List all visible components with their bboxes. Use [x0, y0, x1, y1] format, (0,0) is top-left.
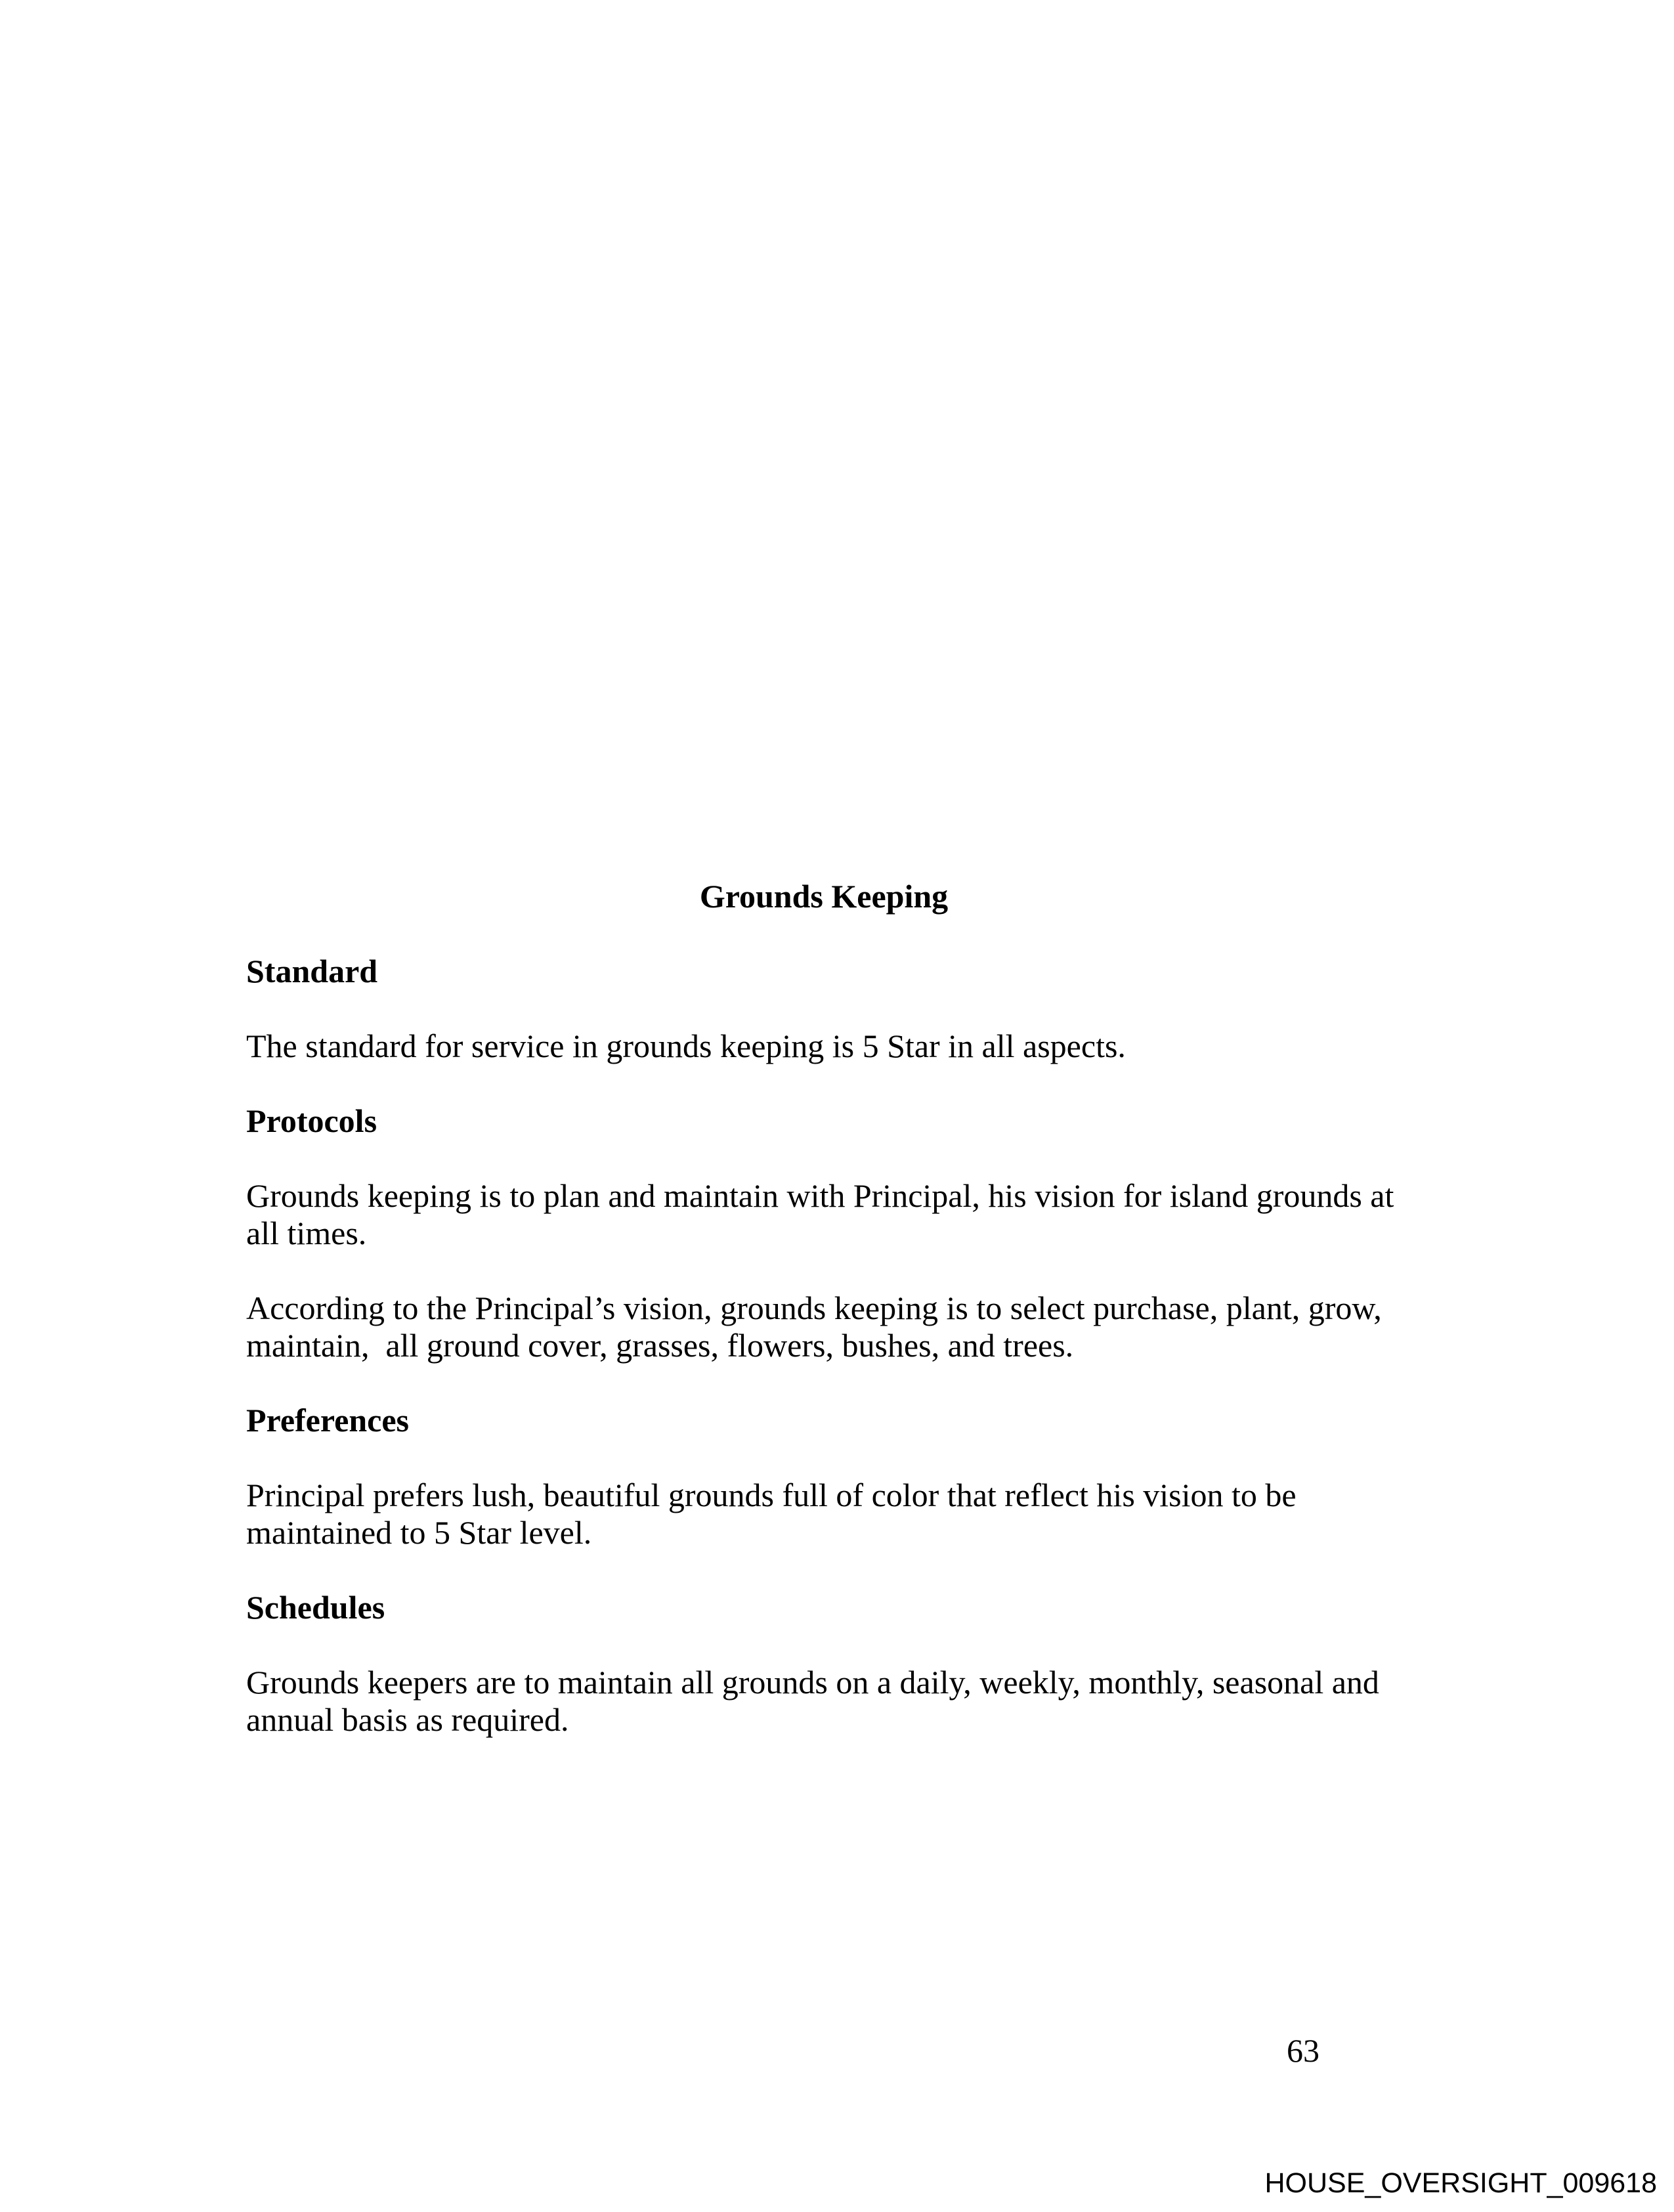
- bates-stamp: HOUSE_OVERSIGHT_009618: [1264, 2167, 1657, 2199]
- paragraph: Principal prefers lush, beautiful grounds full of color that reflect his vision to be maintained to 5 Star level.: [246, 1477, 1305, 1551]
- section-preferences: [246, 1402, 1402, 1551]
- paragraph: According to the Principal’s vision, grounds keeping is to select purchase, plant, grow, maintain, all ground cover, grasses, flowers, bushes, and trees.: [246, 1290, 1390, 1364]
- section-heading: Protocols: [246, 1102, 377, 1139]
- paragraph: The standard for service in grounds keeping is 5 Star in all aspects.: [246, 1028, 1126, 1064]
- document-body: [246, 878, 1402, 1776]
- page-number: 63: [1287, 2032, 1320, 2069]
- page-title: Grounds Keeping: [699, 878, 949, 915]
- paragraph: Grounds keeping is to plan and maintain with Principal, his vision for island grounds at all times.: [246, 1177, 1402, 1251]
- section-heading: Schedules: [246, 1589, 385, 1626]
- section-heading: Standard: [246, 953, 378, 989]
- section-heading: Preferences: [246, 1402, 409, 1439]
- paragraph: Grounds keepers are to maintain all grounds on a daily, weekly, monthly, seasonal and annual basis as required.: [246, 1664, 1388, 1738]
- section-protocols: [246, 1102, 1402, 1364]
- section-standard: [246, 953, 1402, 1065]
- section-schedules: [246, 1589, 1402, 1739]
